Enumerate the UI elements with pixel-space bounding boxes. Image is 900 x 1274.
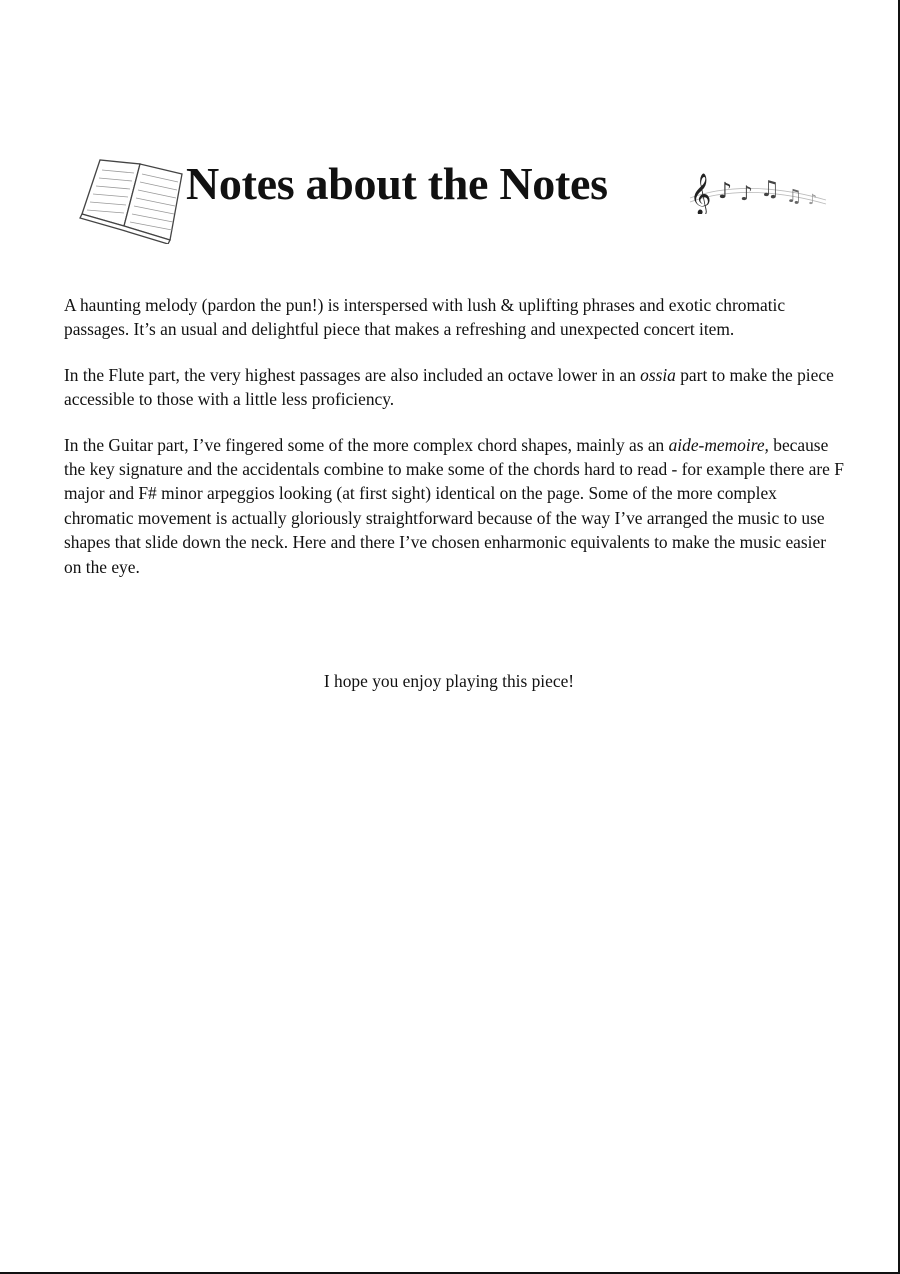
paragraph-flute [64,363,844,412]
open-book-icon [78,152,188,244]
paragraph-guitar-text-before: In the Guitar part, I’ve fingered some of the more complex chord shapes, mainly as an [64,434,669,455]
paragraph-flute-emphasis: ossia [640,364,676,385]
svg-text:𝄞: 𝄞 [690,174,712,214]
svg-text:♪: ♪ [808,192,817,208]
svg-text:♪: ♪ [740,181,753,205]
music-notes-icon [688,158,828,214]
paragraph-guitar [64,433,844,579]
paragraph-intro-text: A haunting melody (pardon the pun!) is interspersed with lush & uplifting phrases and exotic chromatic passages. It’s an usual and delightful piece that makes a refreshing and unexpected concert item. [64,295,786,340]
page-title: Notes about the Notes [186,158,608,209]
body-text [64,293,844,600]
paragraph-guitar-text-after: because the key signature and the accidentals combine to make some of the chords hard to read - for example there are F major and F# minor arpeggios looking (at first sight) identical on the page. Some of the more complex chromatic movement is actually gloriously straightforward because of the way I’ve arranged the music to use shapes that slide down the neck. Here and there I’ve chosen enharmonic equivalents to make the music easier on the eye. [64,434,844,577]
svg-text:♪: ♪ [718,179,733,204]
svg-text:♫: ♫ [760,177,780,202]
paragraph-flute-text-after: part to make the piece accessible to those with a little less proficiency. [64,364,834,410]
paragraph-guitar-emphasis: aide-memoire, [668,434,769,455]
page-header [78,150,838,245]
paragraph-intro [64,293,844,342]
svg-text:♫: ♫ [786,186,803,207]
paragraph-flute-text-before: In the Flute part, the very highest passages are also included an octave lower in an [64,364,641,385]
closing-line: I hope you enjoy playing this piece! [323,671,575,691]
